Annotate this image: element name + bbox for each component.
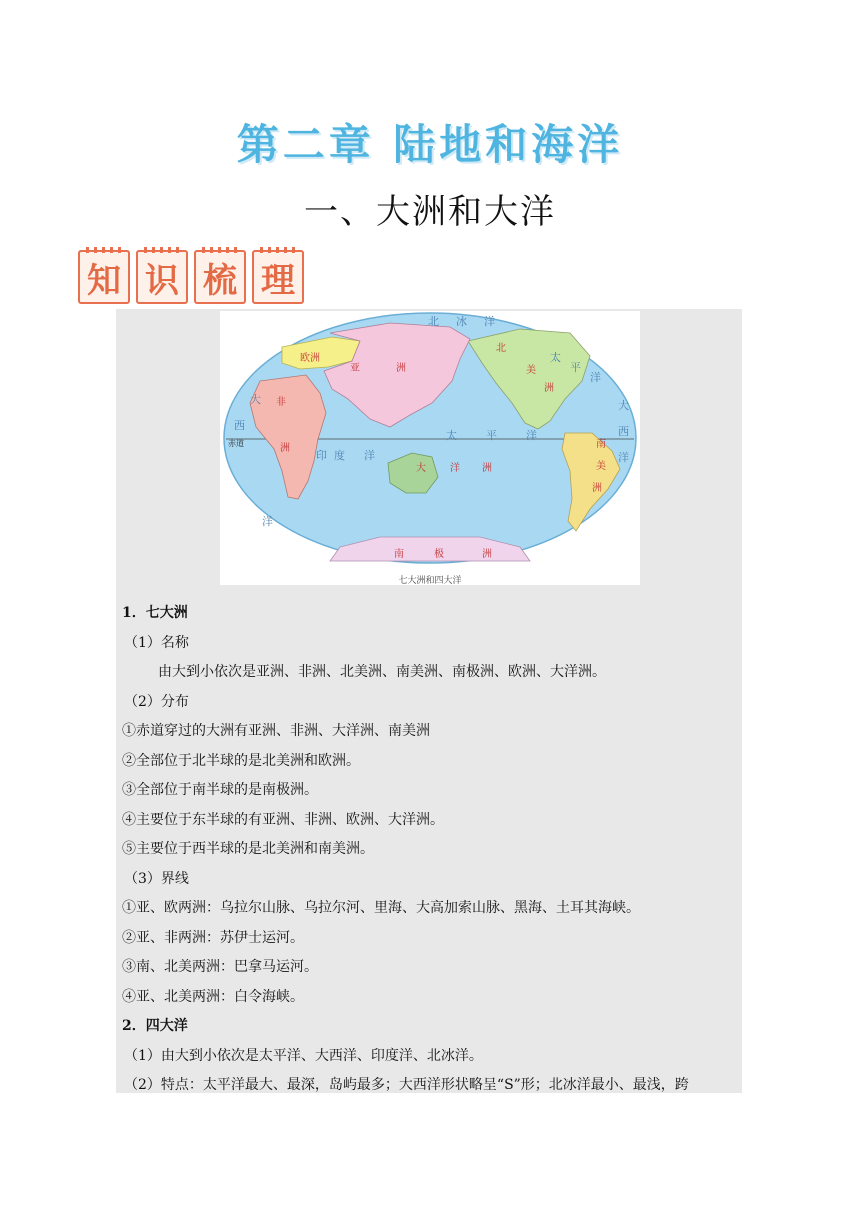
list-item: ④主要位于东半球的有亚洲、非洲、欧洲、大洋洲。: [122, 811, 444, 828]
label-du: 度: [334, 449, 345, 462]
list-item: ②亚、非两洲：苏伊士运河。: [122, 929, 304, 946]
label-bei: 北: [496, 343, 506, 354]
list-item: ⑤主要位于西半球的是北美洲和南美洲。: [122, 841, 374, 857]
badge-char: 知: [78, 250, 130, 304]
list-item: ②全部位于北半球的是北美洲和欧洲。: [122, 752, 360, 769]
label-mei: 美: [596, 461, 606, 472]
label-yang: 洋: [526, 429, 537, 442]
chapter-title: 第二章 陆地和海洋: [236, 120, 624, 169]
list-item: ④亚、北美两洲：白令海峡。: [122, 988, 304, 1005]
label-da: 大: [250, 393, 261, 406]
paragraph: （1）由大到小依次是太平洋、大西洋、印度洋、北冰洋。: [124, 1047, 483, 1064]
label-ya: 亚: [350, 363, 360, 374]
label-equator: 赤道: [228, 439, 244, 448]
label-zhou: 洲: [592, 483, 602, 494]
label-zhou: 洲: [544, 383, 554, 394]
label-yang: 洋: [262, 515, 273, 528]
label-tai: 太: [550, 351, 561, 364]
label-da: 大: [618, 399, 629, 412]
world-map-figure: [220, 311, 640, 585]
label-ping: 平: [570, 361, 581, 374]
label-tai: 太: [446, 429, 457, 442]
knowledge-summary-badge: [78, 250, 304, 304]
label-xi: 西: [618, 425, 629, 438]
label-zhou: 洲: [482, 463, 492, 474]
badge-char: 识: [136, 250, 188, 304]
badge-char: 理: [252, 250, 304, 304]
sub-heading: （3）界线: [124, 870, 189, 887]
label-yang: 洋: [618, 451, 629, 464]
section-heading: 2．四大洋: [122, 1018, 188, 1034]
section-heading: 1．七大洲: [122, 605, 188, 621]
label-yang: 洋: [364, 449, 375, 462]
notes-content: [122, 599, 738, 1101]
world-map: [220, 311, 640, 573]
label-zhou: 洲: [396, 363, 406, 374]
sub-heading: （1）名称: [124, 634, 189, 651]
label-ji: 极: [434, 549, 444, 560]
label-europe: 欧洲: [300, 353, 320, 364]
list-item: ③南、北美两洲：巴拿马运河。: [122, 959, 318, 975]
label-nan: 南: [596, 439, 606, 450]
list-item: ①亚、欧两洲：乌拉尔山脉、乌拉尔河、里海、大高加索山脉、黑海、土耳其海峡。: [122, 900, 640, 916]
paragraph: 由大到小依次是亚洲、非洲、北美洲、南美洲、南极洲、欧洲、大洋洲。: [158, 664, 606, 680]
section-title: 一、大洲和大洋: [304, 192, 556, 232]
label-zhou: 洲: [482, 549, 492, 560]
list-item: ①赤道穿过的大洲有亚洲、非洲、大洋洲、南美洲: [122, 723, 430, 739]
label-yang: 洋: [484, 315, 495, 328]
label-zhou: 洲: [280, 443, 290, 454]
label-da: 大: [416, 463, 426, 474]
paragraph: （2）特点：太平洋最大、最深，岛屿最多；大西洋形状略呈“S”形；北冰洋最小、最浅，跨: [124, 1077, 689, 1093]
label-yang: 洋: [590, 371, 601, 384]
label-bei: 北: [428, 315, 439, 328]
label-xi: 西: [234, 419, 245, 432]
label-mei: 美: [526, 365, 536, 376]
label-yang: 洋: [450, 463, 460, 474]
label-bing: 冰: [456, 315, 467, 328]
sub-heading: （2）分布: [124, 693, 189, 710]
label-yin: 印: [316, 449, 327, 462]
label-fei: 非: [276, 397, 286, 408]
list-item: ③全部位于南半球的是南极洲。: [122, 782, 318, 798]
label-ping: 平: [486, 429, 497, 442]
label-nan: 南: [394, 549, 404, 560]
content-panel: [116, 309, 742, 1093]
map-caption: 七大洲和四大洋: [398, 576, 462, 586]
badge-char: 梳: [194, 250, 246, 304]
